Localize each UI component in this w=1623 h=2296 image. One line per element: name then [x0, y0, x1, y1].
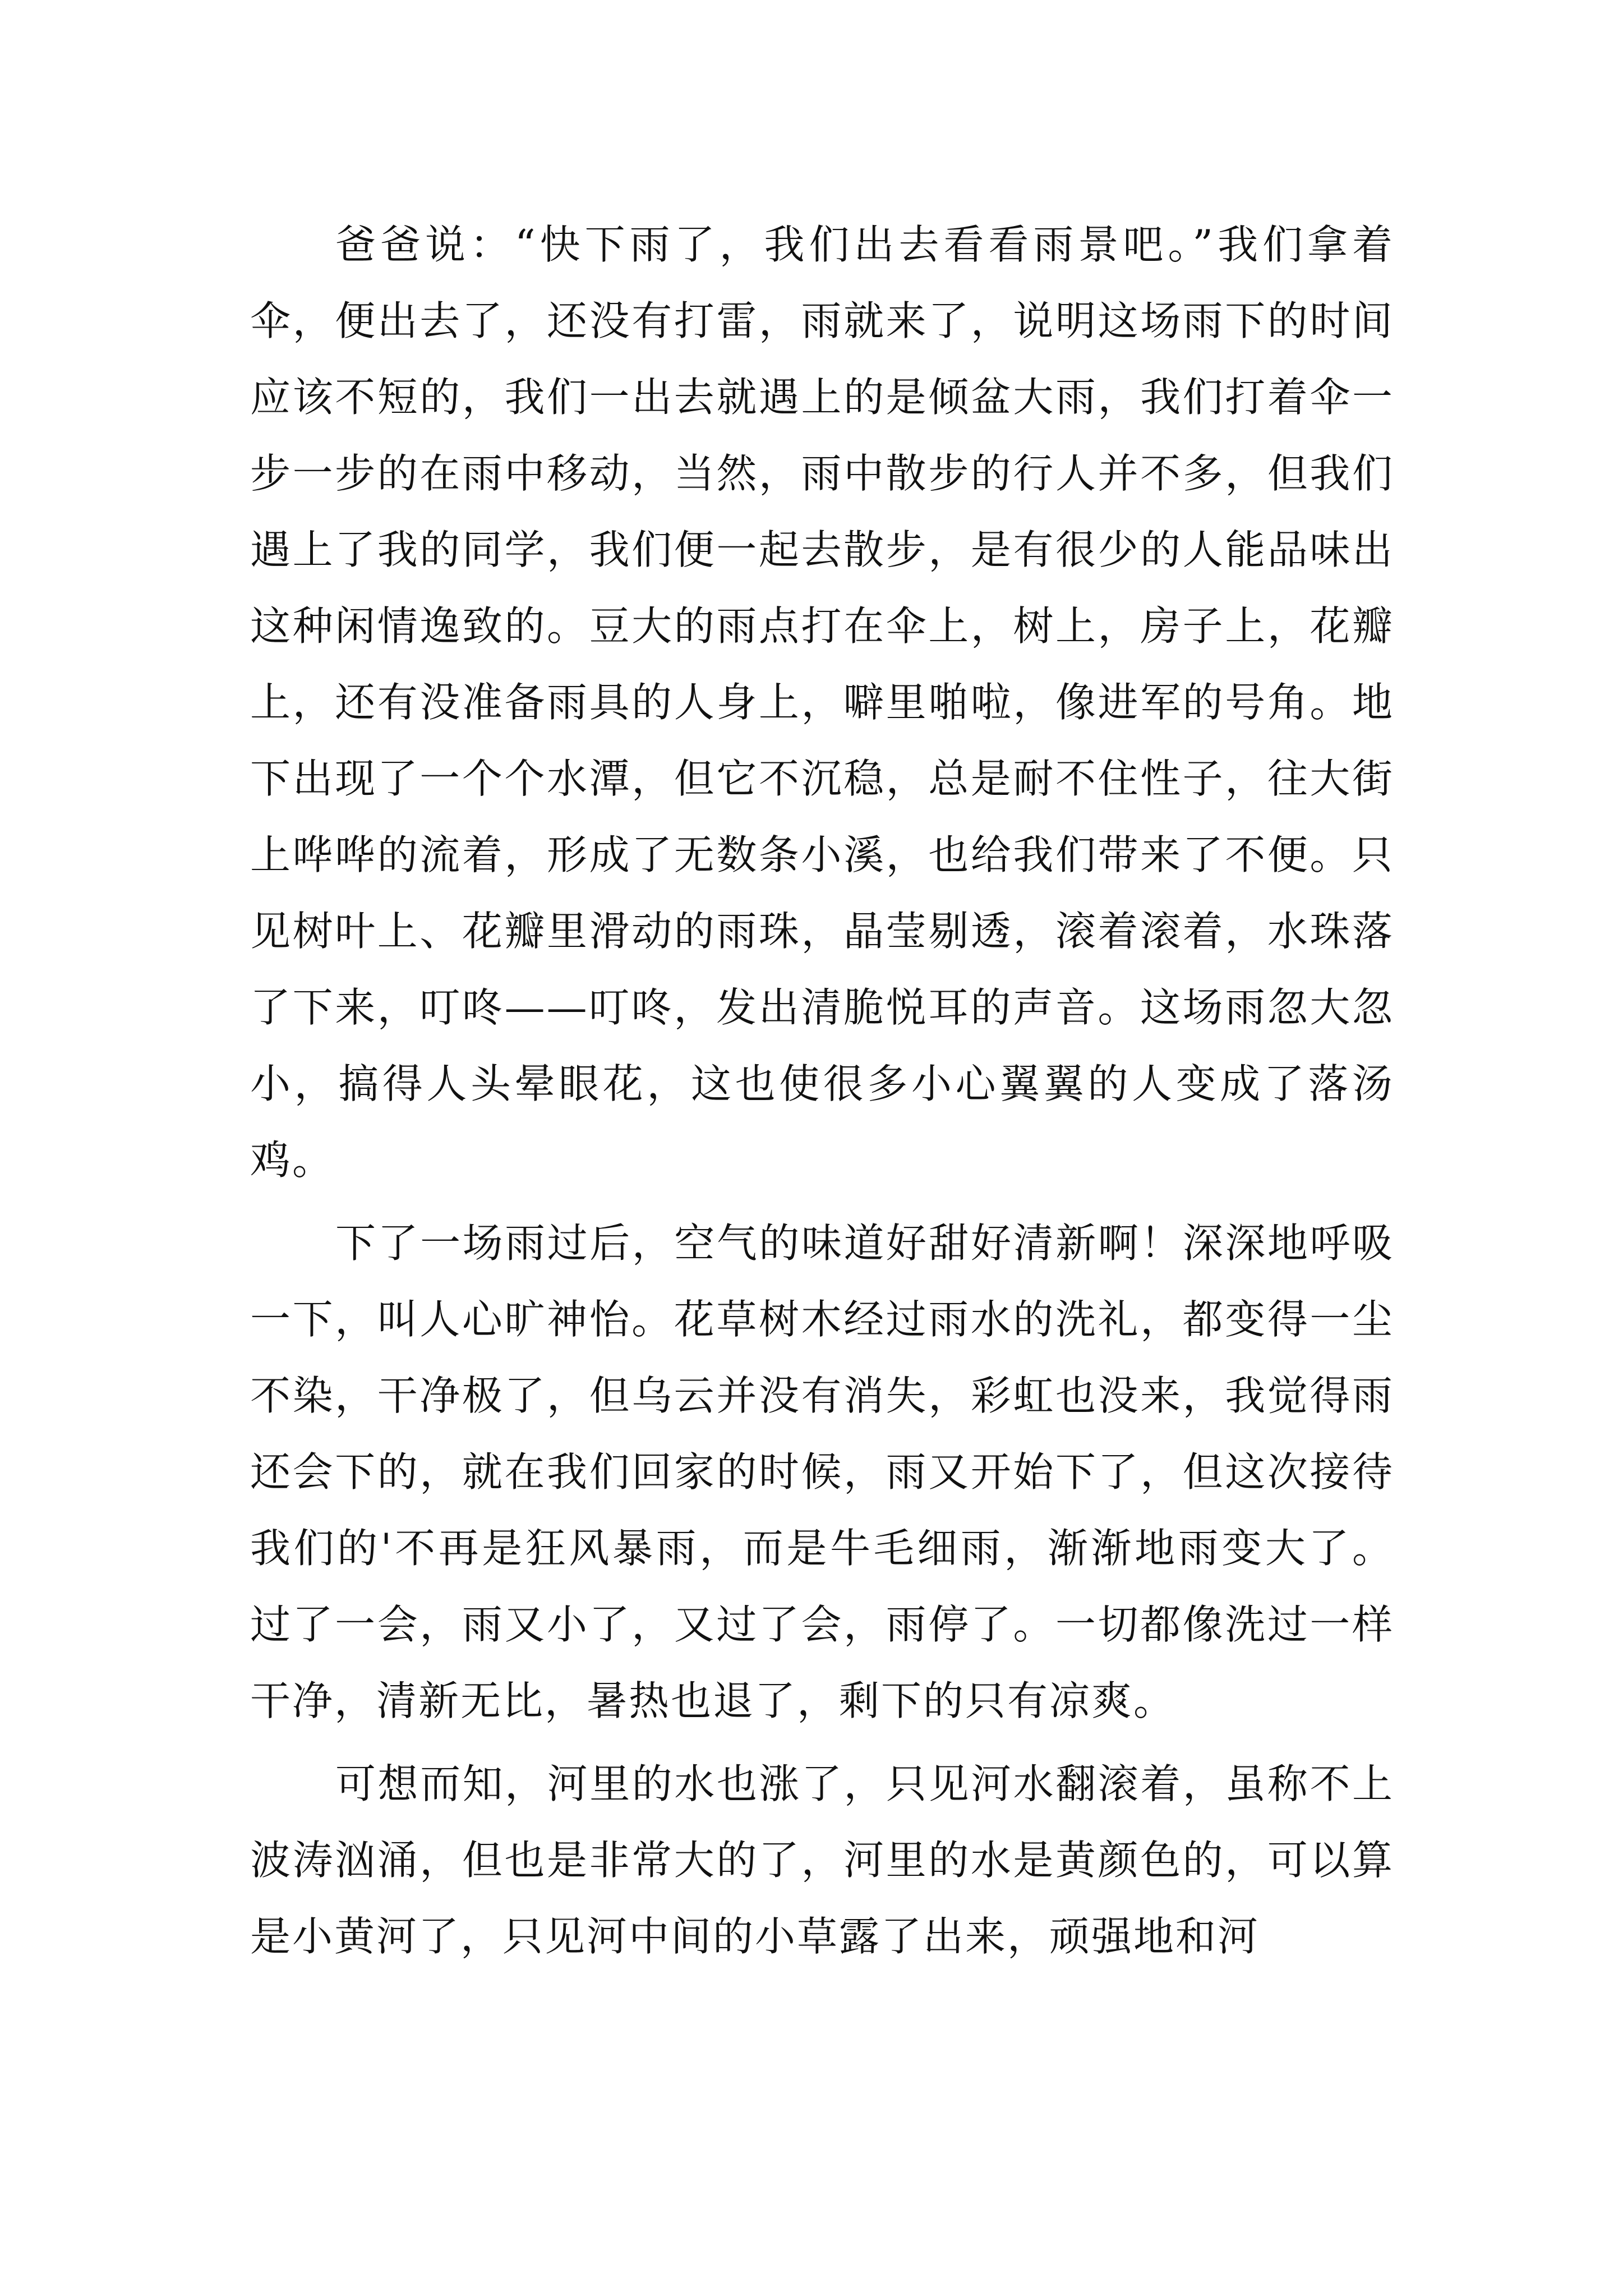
paragraph-2: 下了一场雨过后，空气的味道好甜好清新啊！深深地呼吸一下，叫人心旷神怡。花草树木经过雨水的洗礼，都变得一尘不染，干净极了，但乌云并没有消失，彩虹也没来，我觉得雨还会下的，就在我们回家的时候，雨又开始下了，但这次接待我们的'不再是狂风暴雨，而是牛毛细雨，渐渐地雨变大了。过了一会，雨又小了，又过了会，雨停了。一切都像洗过一样干净，清新无比，暑热也退了，剩下的只有凉爽。 [250, 1220, 1394, 1724]
paragraph-3: 可想而知，河里的水也涨了，只见河水翻滚着，虽称不上波涛汹涌，但也是非常大的了，河里的水是黄颜色的，可以算是小黄河了，只见河中间的小草露了出来，顽强地和河 [250, 1760, 1394, 1960]
paragraph-1: 爸爸说：“快下雨了，我们出去看看雨景吧。”我们拿着伞，便出去了，还没有打雷，雨就来了，说明这场雨下的时间应该不短的，我们一出去就遇上的是倾盆大雨，我们打着伞一步一步的在雨中移动，当然，雨中散步的行人并不多，但我们遇上了我的同学，我们便一起去散步，是有很少的人能品味出这种闲情逸致的。豆大的雨点打在伞上，树上，房子上，花瓣上，还有没准备雨具的人身上，噼里啪啦，像进军的号角。地下出现了一个个水潭，但它不沉稳，总是耐不住性子，往大街上哗哗的流着，形成了无数条小溪，也给我们带来了不便。只见树叶上、花瓣里滑动的雨珠，晶莹剔透，滚着滚着，水珠落了下来，叮咚——叮咚，发出清脆悦耳的声音。这场雨忽大忽小，搞得人头晕眼花，这也使很多小心翼翼的人变成了落汤鸡。 [250, 221, 1394, 1184]
essay-body [250, 206, 1394, 1981]
